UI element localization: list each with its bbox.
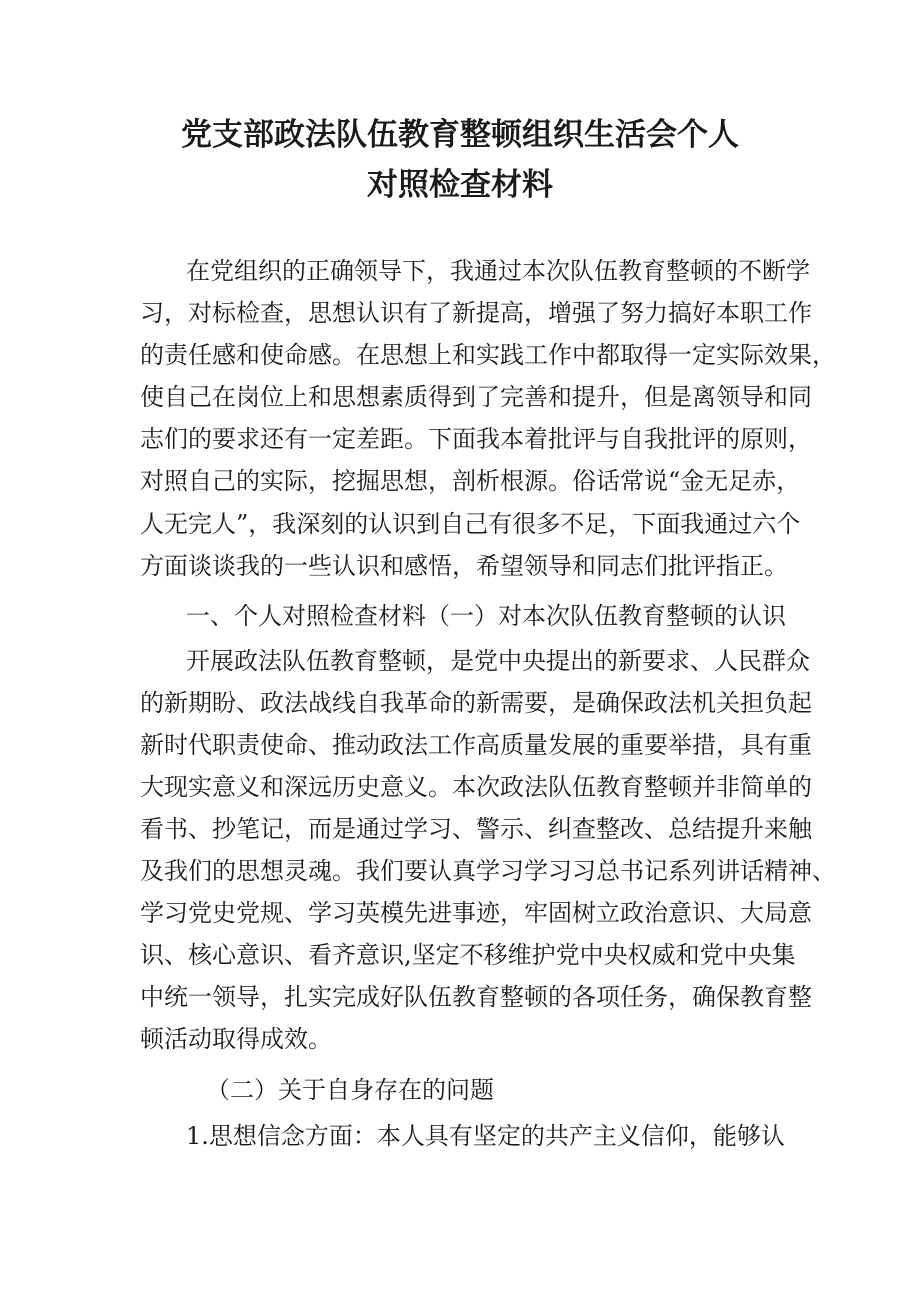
body-line: 学习党史党规、学习英模先进事迹，牢固树立政治意识、大局意 xyxy=(140,899,812,927)
body-line: 看书、抄笔记，而是通过学习、警示、纠查整改、总结提升来触 xyxy=(140,815,812,843)
body-line: 习，对标检查，思想认识有了新提高，增强了努力搞好本职工作 xyxy=(140,299,812,327)
body-line: 大现实意义和深远历史意义。本次政法队伍教育整顿并非简单的 xyxy=(140,773,812,801)
body-line: 识、核心意识、看齐意识,坚定不移维护党中央权威和党中央集 xyxy=(140,941,796,969)
body-line: 对照自己的实际，挖掘思想，剖析根源。俗话常说“金无足赤， xyxy=(140,467,801,495)
body-line: 及我们的思想灵魂。我们要认真学习学习习总书记系列讲话精神、 xyxy=(140,857,836,885)
body-line: 顿活动取得成效。 xyxy=(140,1025,332,1053)
section-heading: 一、个人对照检查材料（一）对本次队伍教育整顿的认识 xyxy=(186,602,786,630)
body-line: 志们的要求还有一定差距。下面我本着批评与自我批评的原则， xyxy=(140,425,812,453)
body-line: 方面谈谈我的一些认识和感悟，希望领导和同志们批评指正。 xyxy=(140,552,788,580)
body-line: 新时代职责使命、推动政法工作高质量发展的重要举措，具有重 xyxy=(140,731,812,759)
body-line: 中统一领导，扎实完成好队伍教育整顿的各项任务，确保教育整 xyxy=(140,983,812,1011)
body-line: 使自己在岗位上和思想素质得到了完善和提升，但是离领导和同 xyxy=(140,383,812,411)
document-title-line-2: 对照检查材料 xyxy=(367,167,553,203)
body-line: 在党组织的正确领导下，我通过本次队伍教育整顿的不断学 xyxy=(186,257,810,285)
body-line: 1.思想信念方面：本人具有坚定的共产主义信仰，能够认 xyxy=(186,1122,785,1150)
body-line: 的责任感和使命感。在思想上和实践工作中都取得一定实际效果， xyxy=(140,341,836,369)
subsection-heading: （二）关于自身存在的问题 xyxy=(206,1076,494,1104)
body-line: 的新期盼、政法战线自我革命的新需要，是确保政法机关担负起 xyxy=(140,689,812,717)
body-line: 人无完人”，我深刻的认识到自己有很多不足，下面我通过六个 xyxy=(140,510,801,538)
document-title-line-1: 党支部政法队伍教育整顿组织生活会个人 xyxy=(181,117,739,153)
body-line: 开展政法队伍教育整顿，是党中央提出的新要求、人民群众 xyxy=(186,647,810,675)
